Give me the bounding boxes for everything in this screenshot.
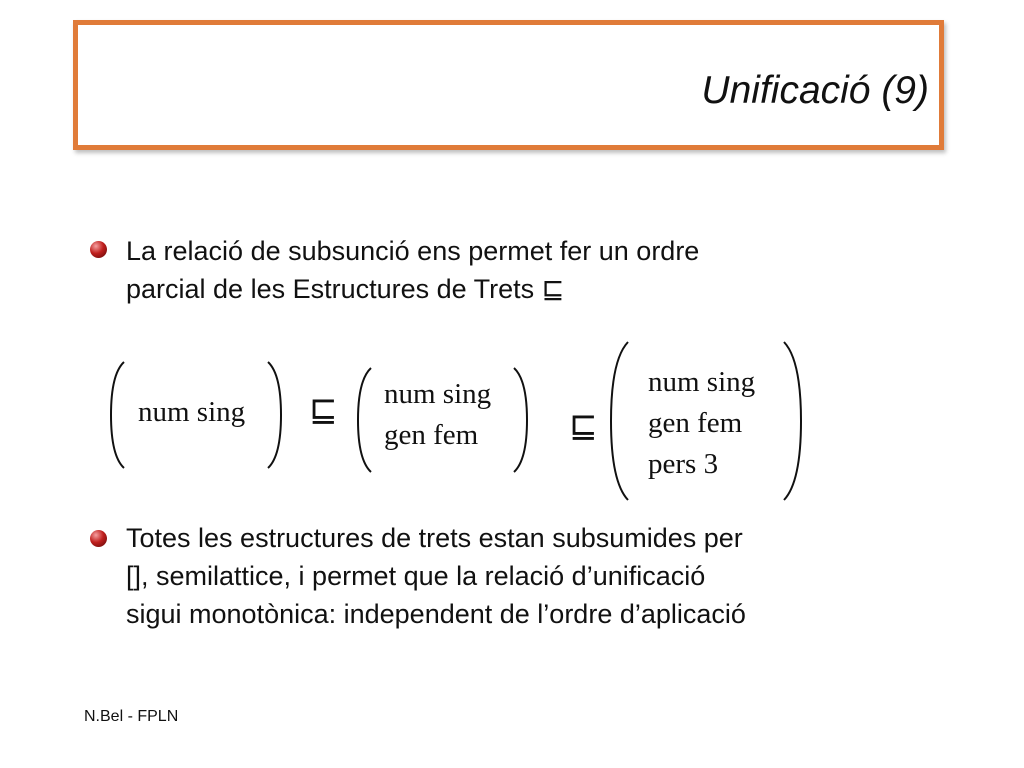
- feature-matrix-1: [138, 392, 245, 433]
- matrix-row: pers 3: [648, 448, 719, 480]
- subsumption-symbol: ⊑: [309, 390, 338, 430]
- title-frame: [73, 20, 944, 150]
- matrix-row: num sing: [138, 396, 246, 428]
- bullet-1-line: La relació de subsunció ens permet fer un ordre: [126, 236, 700, 266]
- matrix-3-right-bracket: [780, 340, 804, 502]
- matrix-2-right-bracket: [510, 366, 530, 474]
- matrix-3-left-bracket: [608, 340, 632, 502]
- matrix-row: num sing: [648, 366, 756, 398]
- matrix-2-left-bracket: [355, 366, 375, 474]
- bullet-text-1: [126, 232, 699, 308]
- subsumption-symbol: ⊑: [569, 406, 598, 446]
- matrix-1-right-bracket: [264, 360, 284, 470]
- bullet-icon: [90, 530, 107, 547]
- feature-matrix-2: [384, 374, 491, 456]
- matrix-1-left-bracket: [108, 360, 128, 470]
- bullet-2-line: sigui monotònica: independent de l’ordre d’aplicació: [126, 599, 746, 629]
- bullet-icon: [90, 241, 107, 258]
- bullet-2-line: Totes les estructures de trets estan subsumides per: [126, 523, 743, 553]
- bullet-1-line: parcial de les Estructures de Trets ⊑: [126, 274, 565, 304]
- slide-title: Unificació (9): [701, 69, 929, 112]
- matrix-row: gen fem: [384, 419, 479, 451]
- bullet-2-line: [], semilattice, i permet que la relació d’unificació: [126, 561, 706, 591]
- feature-matrix-3: [648, 362, 755, 485]
- matrix-row: gen fem: [648, 407, 743, 439]
- bullet-text-2: [126, 519, 746, 633]
- matrix-row: num sing: [384, 378, 492, 410]
- footer-credit: N.Bel - FPLN: [84, 708, 179, 725]
